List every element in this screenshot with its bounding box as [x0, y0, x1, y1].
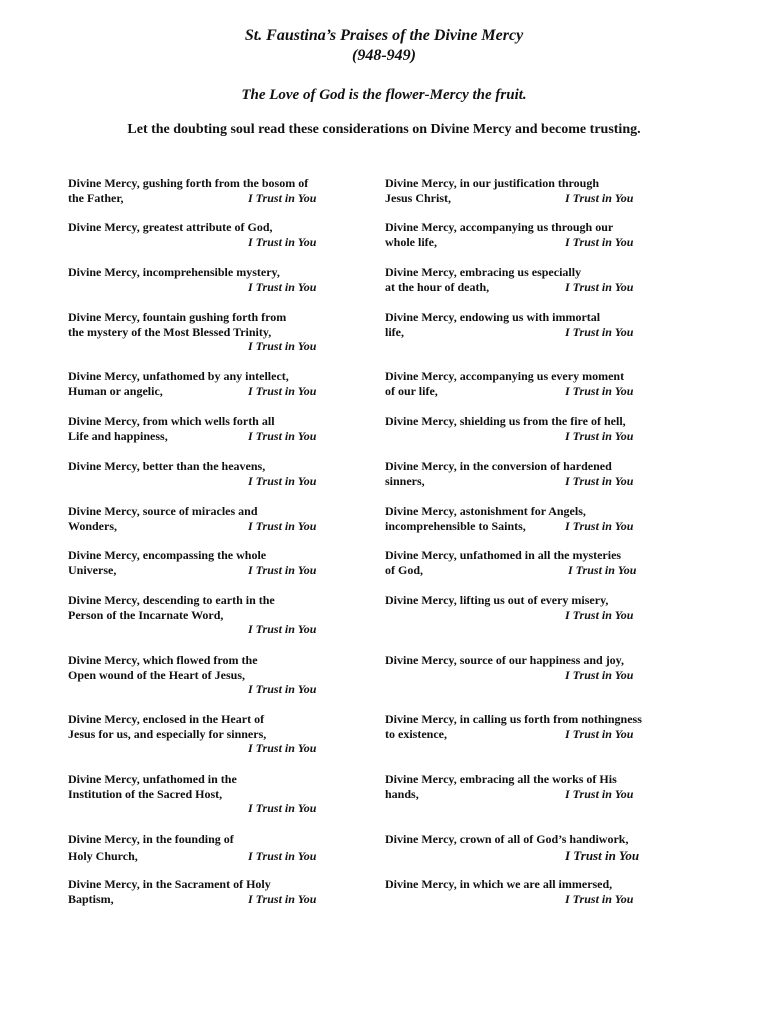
praise-line: Life and happiness, [68, 428, 168, 443]
response-text: I Trust in You [565, 891, 634, 906]
praise-line: Divine Mercy, crown of all of God’s handiwork, [385, 832, 629, 846]
response-text: I Trust in You [565, 847, 640, 863]
praise-line: Divine Mercy, greatest attribute of God, [68, 220, 273, 234]
praise-entry [68, 877, 368, 906]
praise-entry [385, 653, 685, 682]
response-text: I Trust in You [565, 518, 634, 533]
praise-entry [385, 504, 685, 533]
praise-line: Divine Mercy, in our justification through [385, 176, 600, 190]
praise-line: hands, [385, 786, 419, 801]
praise-line: Divine Mercy, gushing forth from the bosom of [68, 176, 309, 190]
praise-line: Baptism, [68, 891, 114, 906]
praise-entry [68, 548, 368, 577]
praise-entry [68, 220, 368, 249]
praise-line: Divine Mercy, descending to earth in the [68, 593, 275, 607]
praise-line: Divine Mercy, source of miracles and [68, 504, 258, 518]
praise-line: Wonders, [68, 518, 118, 533]
praise-entry [68, 310, 368, 354]
praise-line: at the hour of death, [385, 279, 490, 294]
response-text: I Trust in You [248, 279, 317, 294]
document-intro: Let the doubting soul read these considerations on Divine Mercy and become trusting. [127, 122, 641, 137]
praise-line: Divine Mercy, incomprehensible mystery, [68, 265, 280, 279]
praise-entry [385, 369, 685, 398]
praise-line: Jesus for us, and especially for sinners, [68, 726, 267, 741]
praise-line: incomprehensible to Saints, [385, 518, 526, 533]
praise-entry [68, 265, 368, 294]
praise-entry [68, 459, 368, 488]
praise-line: sinners, [385, 473, 425, 488]
response-text: I Trust in You [568, 562, 637, 577]
praise-line: whole life, [385, 234, 437, 249]
praise-entry [385, 265, 685, 294]
praise-line: Divine Mercy, embracing all the works of His [385, 772, 617, 786]
praise-line: the Father, [68, 190, 124, 205]
praise-entry [385, 414, 685, 443]
response-text: I Trust in You [248, 622, 317, 636]
praise-line: Institution of the Sacred Host, [68, 786, 223, 801]
praise-line: Divine Mercy, in calling us forth from nothingness [385, 712, 642, 726]
response-text: I Trust in You [248, 339, 317, 353]
praise-line: Divine Mercy, in which we are all immersed, [385, 877, 613, 891]
response-text: I Trust in You [248, 234, 317, 249]
praise-entry [385, 310, 685, 339]
praise-entry [385, 220, 685, 249]
praise-line: Divine Mercy, source of our happiness and joy, [385, 653, 625, 667]
praise-line: Divine Mercy, in the Sacrament of Holy [68, 877, 271, 891]
praise-entry [385, 832, 685, 863]
praise-line: Divine Mercy, accompanying us every moment [385, 369, 625, 383]
praise-line: Divine Mercy, encompassing the whole [68, 548, 267, 562]
response-text: I Trust in You [248, 428, 317, 443]
praise-line: life, [385, 324, 404, 339]
praise-entry [385, 593, 685, 622]
response-text: I Trust in You [248, 891, 317, 906]
document-subtitle: The Love of God is the flower-Mercy the fruit. [241, 87, 527, 103]
response-text: I Trust in You [565, 607, 634, 622]
praise-entry [385, 772, 685, 801]
praise-line: Divine Mercy, lifting us out of every misery, [385, 593, 609, 607]
response-text: I Trust in You [565, 786, 634, 801]
response-text: I Trust in You [565, 428, 634, 443]
praise-line: Divine Mercy, embracing us especially [385, 265, 582, 279]
document-title: St. Faustina’s Praises of the Divine Mercy [244, 27, 524, 44]
praise-line: of our life, [385, 383, 438, 398]
praise-line: Divine Mercy, in the founding of [68, 832, 234, 846]
response-text: I Trust in You [248, 518, 317, 533]
response-text: I Trust in You [248, 562, 317, 577]
praise-line: Divine Mercy, unfathomed in the [68, 772, 237, 786]
praise-line: Divine Mercy, unfathomed in all the mysteries [385, 548, 622, 562]
praise-entry [68, 772, 368, 816]
praise-line: Divine Mercy, endowing us with immortal [385, 310, 601, 324]
response-text: I Trust in You [565, 473, 634, 488]
praise-line: of God, [385, 562, 424, 577]
praise-line: Divine Mercy, fountain gushing forth from [68, 310, 287, 324]
praise-line: Jesus Christ, [385, 190, 452, 205]
praise-entry [68, 414, 368, 443]
praise-entry [385, 548, 685, 577]
praise-entry [385, 176, 685, 205]
praise-line: Divine Mercy, enclosed in the Heart of [68, 712, 265, 726]
praise-entry [385, 459, 685, 488]
praise-line: Divine Mercy, shielding us from the fire of hell, [385, 414, 626, 428]
praise-entry [68, 712, 368, 756]
response-text: I Trust in You [248, 383, 317, 398]
praise-line: Divine Mercy, which flowed from the [68, 653, 258, 667]
response-text: I Trust in You [248, 741, 317, 755]
praise-line: Divine Mercy, unfathomed by any intellect, [68, 369, 289, 383]
praise-entry [68, 504, 368, 533]
praise-entry [68, 593, 368, 637]
praise-entry [68, 176, 368, 205]
praise-line: Divine Mercy, in the conversion of hardened [385, 459, 612, 473]
praise-entry [385, 877, 685, 906]
praise-line: Divine Mercy, astonishment for Angels, [385, 504, 586, 518]
response-text: I Trust in You [565, 667, 634, 682]
praise-entry [385, 712, 685, 741]
praise-line: Divine Mercy, better than the heavens, [68, 459, 266, 473]
praise-line: Open wound of the Heart of Jesus, [68, 667, 246, 682]
praise-line: Person of the Incarnate Word, [68, 607, 224, 622]
response-text: I Trust in You [248, 801, 317, 815]
praise-entry [68, 832, 368, 863]
document-reference: (948-949) [352, 47, 416, 64]
response-text: I Trust in You [565, 234, 634, 249]
response-text: I Trust in You [565, 324, 634, 339]
response-text: I Trust in You [248, 190, 317, 205]
praise-line: Human or angelic, [68, 383, 163, 398]
praise-line: to existence, [385, 726, 447, 741]
praise-line: the mystery of the Most Blessed Trinity, [68, 324, 272, 339]
response-text: I Trust in You [565, 383, 634, 398]
praise-entry [68, 369, 368, 398]
response-text: I Trust in You [248, 848, 317, 863]
response-text: I Trust in You [565, 726, 634, 741]
praise-line: Universe, [68, 562, 117, 577]
praise-line: Divine Mercy, from which wells forth all [68, 414, 275, 428]
praise-entry [68, 653, 368, 697]
response-text: I Trust in You [248, 682, 317, 696]
response-text: I Trust in You [565, 190, 634, 205]
response-text: I Trust in You [248, 473, 317, 488]
praise-line: Divine Mercy, accompanying us through our [385, 220, 614, 234]
response-text: I Trust in You [565, 279, 634, 294]
praise-line: Holy Church, [68, 848, 138, 863]
